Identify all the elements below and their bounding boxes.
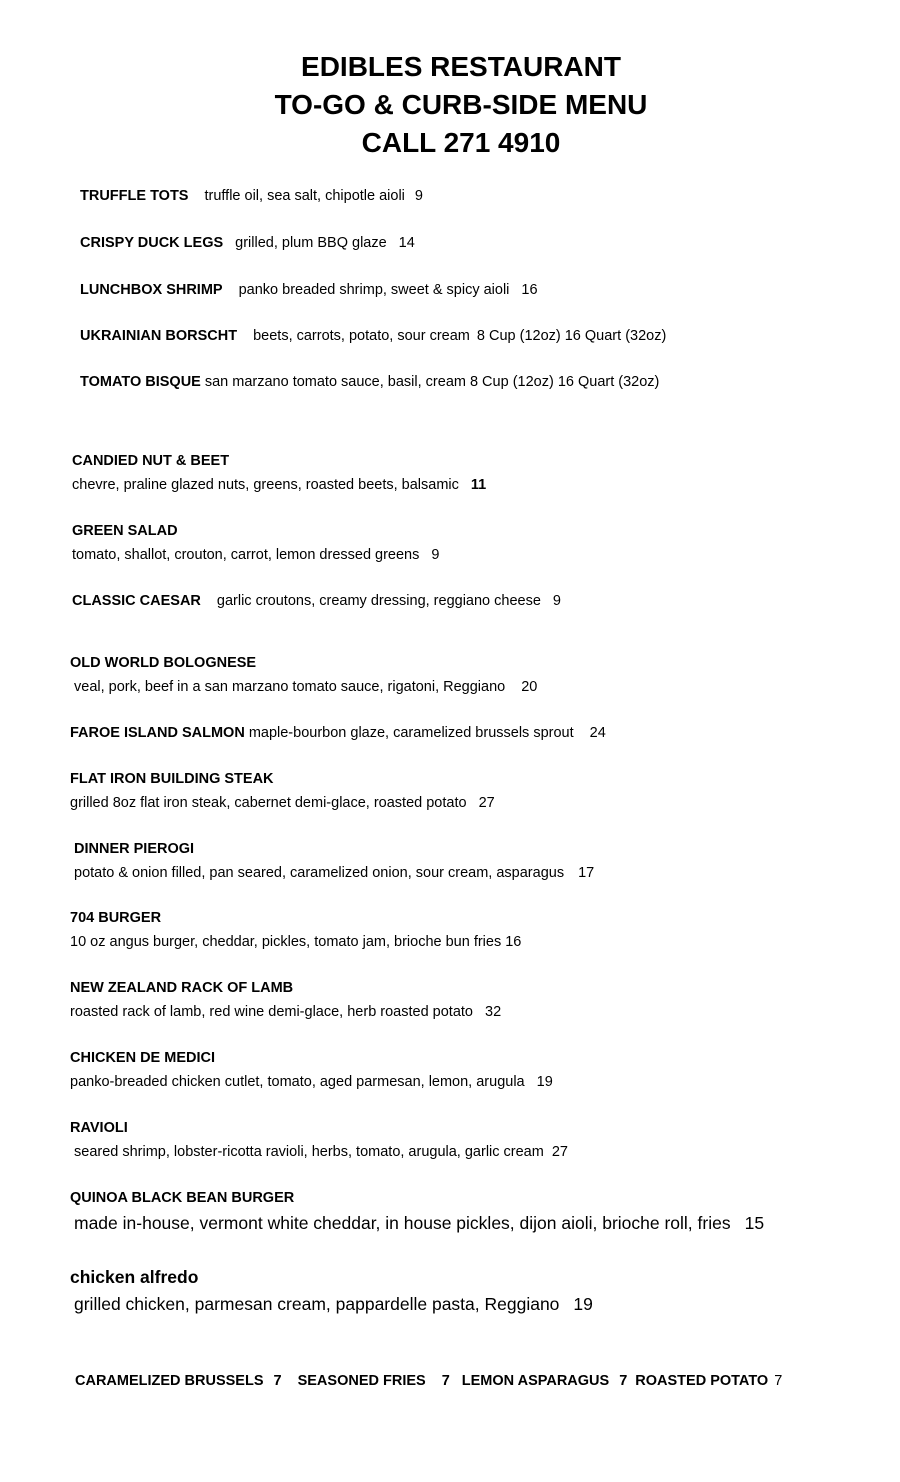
- side-item-price: 7: [441, 1373, 450, 1389]
- item-name: CLASSIC CAESAR: [72, 593, 201, 609]
- item-name: GREEN SALAD: [72, 523, 178, 539]
- menu-item-green-salad: [72, 519, 439, 567]
- item-name: FLAT IRON BUILDING STEAK: [70, 771, 274, 787]
- menu-item-ravioli: [70, 1116, 568, 1164]
- menu-item-classic-caesar: [72, 589, 561, 613]
- menu-item-chicken-de-medici: [70, 1046, 553, 1094]
- side-item-name: SEASONED FRIES: [297, 1373, 426, 1389]
- side-item-price: 7: [619, 1373, 628, 1389]
- menu-item-ukrainian-borscht: [80, 324, 666, 348]
- item-price: 16: [505, 934, 522, 950]
- phone-number: CALL 271 4910: [361, 127, 561, 158]
- item-name: CANDIED NUT & BEET: [72, 453, 230, 469]
- item-description: truffle oil, sea salt, chipotle aioli: [204, 188, 405, 204]
- item-price: 17: [578, 865, 595, 881]
- side-item-price: 7: [273, 1373, 282, 1389]
- item-name: TRUFFLE TOTS: [80, 188, 189, 204]
- side-item-price: 7: [774, 1373, 783, 1389]
- item-price: 27: [551, 1144, 568, 1160]
- menu-item-dinner-pierogi: [70, 837, 594, 885]
- item-price: 14: [398, 235, 415, 251]
- item-name: chicken alfredo: [70, 1267, 199, 1287]
- item-description: maple-bourbon glaze, caramelized brussels sprout: [248, 725, 574, 741]
- item-price: 27: [478, 795, 495, 811]
- item-price: 19: [573, 1294, 593, 1314]
- menu-title: TO-GO & CURB-SIDE MENU: [274, 89, 648, 120]
- menu-item-truffle-tots: [80, 184, 423, 208]
- item-price: 11: [470, 477, 487, 493]
- item-price: 16: [521, 282, 538, 298]
- item-name: CHICKEN DE MEDICI: [70, 1050, 216, 1066]
- page-title: [0, 48, 900, 162]
- menu-item-rack-of-lamb: [70, 976, 501, 1024]
- item-name: CRISPY DUCK LEGS: [80, 235, 224, 251]
- menu-item-chicken-alfredo: [70, 1264, 593, 1317]
- item-description: garlic croutons, creamy dressing, reggiano cheese: [216, 593, 541, 609]
- item-name: UKRAINIAN BORSCHT: [80, 328, 238, 344]
- menu-item-quinoa-black-bean-burger: [70, 1186, 764, 1236]
- item-price: 8 Cup (12oz) 16 Quart (32oz): [476, 328, 667, 344]
- item-price: 24: [589, 725, 606, 741]
- item-description: grilled, plum BBQ glaze: [235, 235, 387, 251]
- item-name: 704 BURGER: [70, 910, 162, 926]
- menu-item-old-world-bolognese: [70, 651, 537, 699]
- item-name: RAVIOLI: [70, 1120, 128, 1136]
- menu-item-candied-nut-beet: [72, 449, 486, 497]
- item-price: 32: [485, 1004, 502, 1020]
- side-item-name: ROASTED POTATO: [635, 1373, 769, 1389]
- item-description: chevre, praline glazed nuts, greens, roasted beets, balsamic: [72, 477, 459, 493]
- menu-item-tomato-bisque: [80, 370, 659, 394]
- item-name: LUNCHBOX SHRIMP: [80, 282, 223, 298]
- side-item-name: CARAMELIZED BRUSSELS: [75, 1373, 264, 1389]
- menu-item-faroe-island-salmon: [70, 721, 606, 745]
- item-name: FAROE ISLAND SALMON: [70, 725, 245, 741]
- item-description: beets, carrots, potato, sour cream: [253, 328, 470, 344]
- sides-row: [75, 1369, 782, 1393]
- item-description: roasted rack of lamb, red wine demi-glace, herb roasted potato: [70, 1004, 473, 1020]
- item-description: potato & onion filled, pan seared, caramelized onion, sour cream, asparagus: [74, 865, 565, 881]
- item-name: QUINOA BLACK BEAN BURGER: [70, 1190, 295, 1206]
- restaurant-name: EDIBLES RESTAURANT: [301, 51, 621, 82]
- item-price: 9: [431, 547, 440, 563]
- item-description: seared shrimp, lobster-ricotta ravioli, herbs, tomato, arugula, garlic cream: [74, 1144, 544, 1160]
- item-price: 9: [552, 593, 561, 609]
- item-description: grilled chicken, parmesan cream, pappardelle pasta, Reggiano: [74, 1294, 560, 1314]
- item-price: 19: [536, 1074, 553, 1090]
- item-description: san marzano tomato sauce, basil, cream: [204, 374, 466, 390]
- item-name: DINNER PIEROGI: [74, 841, 195, 857]
- menu-item-704-burger: [70, 906, 521, 954]
- item-name: NEW ZEALAND RACK OF LAMB: [70, 980, 294, 996]
- item-price: 8 Cup (12oz) 16 Quart (32oz): [469, 374, 660, 390]
- item-name: OLD WORLD BOLOGNESE: [70, 655, 257, 671]
- item-price: 9: [414, 188, 423, 204]
- item-description: grilled 8oz flat iron steak, cabernet demi-glace, roasted potato: [70, 795, 467, 811]
- item-name: TOMATO BISQUE: [80, 374, 201, 390]
- item-description: made in-house, vermont white cheddar, in house pickles, dijon aioli, brioche roll, fries: [74, 1213, 731, 1233]
- item-price: 15: [744, 1213, 765, 1233]
- item-description: panko breaded shrimp, sweet & spicy aioli: [238, 282, 510, 298]
- item-description: veal, pork, beef in a san marzano tomato sauce, rigatoni, Reggiano: [74, 679, 506, 695]
- menu-item-lunchbox-shrimp: [80, 278, 538, 302]
- item-description: 10 oz angus burger, cheddar, pickles, tomato jam, brioche bun fries: [70, 934, 502, 950]
- menu-item-flat-iron-steak: [70, 767, 495, 815]
- side-item-name: LEMON ASPARAGUS: [461, 1373, 610, 1389]
- menu-item-crispy-duck-legs: [80, 231, 415, 255]
- item-description: tomato, shallot, crouton, carrot, lemon dressed greens: [72, 547, 420, 563]
- item-description: panko-breaded chicken cutlet, tomato, aged parmesan, lemon, arugula: [70, 1074, 525, 1090]
- item-price: 20: [521, 679, 538, 695]
